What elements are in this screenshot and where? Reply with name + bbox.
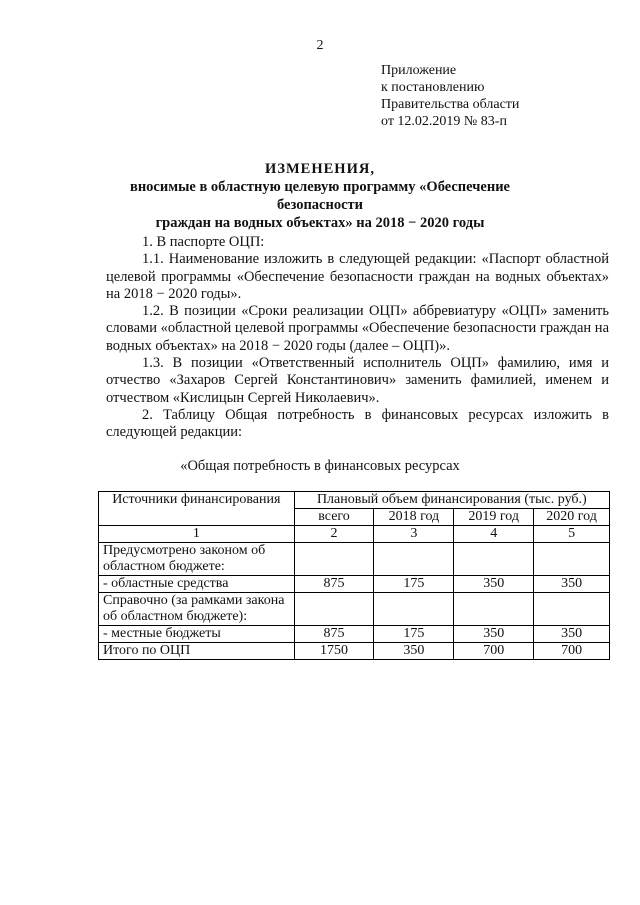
table-cell: Справочно (за рамками закона об областном бюджете): [99, 593, 295, 626]
heading-title: ИЗМЕНЕНИЯ, [265, 161, 375, 177]
paragraph: 2. Таблицу Общая потребность в финансовых ресурсах изложить в следующей редакции: [106, 406, 609, 441]
table-cell [454, 593, 534, 626]
table-cell: - областные средства [99, 576, 295, 593]
heading-line: граждан на водных объектах» на 2018 − 2020 годы [155, 215, 485, 231]
paragraph: 1. В паспорте ОЦП: [142, 234, 265, 250]
table-cell [534, 593, 610, 626]
column-number-cell: 1 [99, 526, 295, 543]
table-cell: 875 [294, 626, 374, 643]
table-cell: - местные бюджеты [99, 626, 295, 643]
header-planned: Плановый объем финансирования (тыс. руб.) [294, 492, 609, 509]
appendix-line: Правительства области [381, 97, 520, 112]
column-number-cell: 2 [294, 526, 374, 543]
table-row [99, 626, 610, 643]
page-number: 2 [316, 38, 324, 53]
column-number-row [99, 526, 610, 543]
table-cell: 700 [534, 643, 610, 660]
table-caption: «Общая потребность в финансовых ресурсах [180, 458, 460, 474]
table-cell: 175 [374, 626, 454, 643]
heading-line: вносимые в областную целевую программу «Обеспечение безопасности [129, 179, 510, 213]
table-cell: 350 [374, 643, 454, 660]
table-row [99, 543, 610, 576]
table-cell [294, 593, 374, 626]
subheader-cell: всего [294, 509, 374, 526]
table-cell: 700 [454, 643, 534, 660]
table-cell: Предусмотрено законом об областном бюджете: [99, 543, 295, 576]
paragraph: 1.1. Наименование изложить в следующей редакции: «Паспорт областной целевой программы «Обеспечение безопасности граждан на водных объектах» на 2018 − 2020 годы». [106, 251, 609, 302]
table-row [99, 643, 610, 660]
table-header-row [99, 492, 610, 509]
table-row [99, 593, 610, 626]
column-number-cell: 5 [534, 526, 610, 543]
appendix-line: от 12.02.2019 № 83-п [381, 114, 507, 129]
header-source: Источники финансирования [99, 492, 295, 526]
column-number-cell: 4 [454, 526, 534, 543]
subheader-cell: 2018 год [374, 509, 454, 526]
table-cell: 350 [454, 626, 534, 643]
body-text [106, 234, 609, 442]
table-cell: 1750 [294, 643, 374, 660]
table-cell [374, 543, 454, 576]
appendix-block [381, 62, 519, 130]
table-cell: Итого по ОЦП [99, 643, 295, 660]
appendix-line: Приложение [381, 63, 457, 78]
column-number-cell: 3 [374, 526, 454, 543]
table-cell: 350 [534, 576, 610, 593]
table-row [99, 576, 610, 593]
paragraph: 1.3. В позиции «Ответственный исполнитель ОЦП» фамилию, имя и отчество «Захаров Сергей Константинович» заменить фамилией, именем и отчеством «Кислицын Сергей Николаевич». [106, 355, 609, 406]
table-cell: 350 [534, 626, 610, 643]
paragraph: 1.2. В позиции «Сроки реализации ОЦП» аббревиатуру «ОЦП» заменить словами «областной целевой программы «Обеспечение безопасности граждан на водных объектах» на 2018 − 2020 годы (далее – ОЦП)». [106, 303, 609, 354]
table-cell: 350 [454, 576, 534, 593]
table-cell [534, 543, 610, 576]
table-cell: 175 [374, 576, 454, 593]
subheader-cell: 2020 год [534, 509, 610, 526]
appendix-line: к постановлению [381, 80, 485, 95]
subheader-cell: 2019 год [454, 509, 534, 526]
financing-table [98, 491, 610, 660]
document-heading [90, 160, 550, 232]
table-cell: 875 [294, 576, 374, 593]
table-cell [374, 593, 454, 626]
table-cell [294, 543, 374, 576]
table-cell [454, 543, 534, 576]
